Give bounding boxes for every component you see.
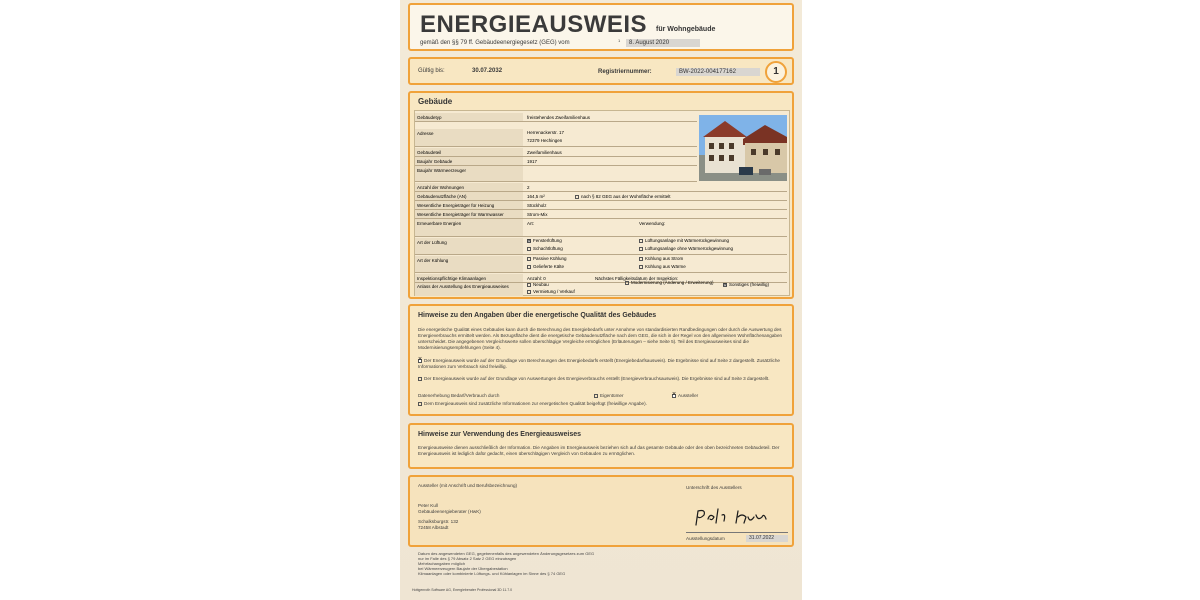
- checkbox: [527, 265, 531, 269]
- survey-label: Datenerhebung Bedarf/Verbrauch durch: [418, 393, 500, 398]
- footnote-4: bei Wärmeerzeugern Baujahr der Übergabestation: [418, 566, 508, 571]
- checkbox: [625, 281, 629, 285]
- extra-info-option: [418, 401, 786, 407]
- software-note: Hottgenroth Software AG, Energieberater Professional 3D 11.7.0: [412, 588, 513, 592]
- law-text: gemäß den §§ 79 ff. Gebäudeenergiegesetz (GEG) vom: [420, 40, 570, 46]
- reg-number-label: Registriernummer:: [598, 69, 652, 75]
- header-box: [408, 3, 794, 51]
- checkbox: [527, 257, 531, 261]
- row-label: Gebäudetyp: [415, 113, 523, 121]
- option-consumption-certificate: [418, 376, 786, 382]
- row-label: Wesentliche Energieträger für Heizung: [415, 201, 523, 209]
- option-label: Kühlung aus Wärme: [645, 264, 686, 269]
- row-label: Wesentliche Energieträger für Warmwasser: [415, 210, 523, 218]
- law-date-field: 8. August 2020: [626, 39, 700, 47]
- handwritten-signature: [692, 505, 768, 529]
- ac-count: Anzahl: 0: [527, 276, 546, 281]
- issuer-label: Aussteller (mit Anschrift und Berufsbezeichnung): [418, 483, 518, 488]
- checkbox: [639, 265, 643, 269]
- row-value: Art:: [527, 221, 535, 226]
- row-value: 164,5 m²: [527, 194, 545, 199]
- checkbox: [527, 290, 531, 294]
- footnote-5: Klimaanlagen oder kombinierte Lüftungs- und Kühlanlagen im Sinne des § 74 GEG: [418, 571, 566, 576]
- row-label: Anlass der Ausstellung des Energieausweises: [415, 283, 523, 296]
- table-row: [415, 148, 697, 157]
- option-demand-certificate: [418, 358, 786, 370]
- issuer-title: Gebäudeenergieberater (HwK): [418, 509, 481, 514]
- ac-next-inspection: Nächstes Fälligkeitsdatum der Inspektion:: [595, 276, 679, 281]
- reg-number-field: BW-2022-004177162: [676, 68, 760, 76]
- checkbox: [639, 239, 643, 243]
- issue-date-field: 31.07.2022: [746, 535, 788, 542]
- cooling-row: [415, 256, 787, 273]
- row-value: 1917: [527, 159, 538, 164]
- table-row: [415, 183, 787, 192]
- table-row: [415, 201, 787, 210]
- option-label: Neubau: [533, 282, 549, 287]
- option-label: Schachtlüftung: [533, 246, 563, 251]
- quality-hints-section: [408, 304, 794, 416]
- option-label: Fensterlüftung: [533, 238, 562, 243]
- table-row: [415, 192, 787, 201]
- row-label: Adresse: [415, 129, 523, 146]
- option-label: Passive Kühlung: [533, 256, 567, 261]
- issuer-name: Peter Kull: [418, 503, 438, 508]
- valid-until-date: 30.07.2032: [472, 68, 503, 74]
- option-text: Eigentümer: [600, 393, 624, 398]
- issuer-section: [408, 475, 794, 547]
- table-row: [415, 157, 697, 166]
- survey-issuer: [672, 393, 698, 399]
- issuer-street: Schalksburgstr. 132: [418, 519, 459, 524]
- area-note: nach § 82 GEG aus der Wohnfläche ermittelt: [581, 194, 671, 199]
- row-label: Art der Lüftung: [415, 238, 523, 254]
- checkbox: [418, 402, 422, 406]
- page-number-badge: 1: [765, 61, 787, 83]
- footnote-2: nur im Falle des § 79 Absatz 2 Satz 2 GEG einzutragen: [418, 556, 517, 561]
- checkbox: [639, 257, 643, 261]
- option-text: Der Energieausweis wurde auf der Grundlage von Berechnungen des Energiebedarfs erstellt (Energiebedarfsausweis). Die Ergebnisse sind auf Seite 2 dargestellt. Zusätzliche Informationen zum Verbrauch sind freiwillig.: [418, 358, 780, 369]
- footnote-1: Datum des angewendeten GEG, gegebenenfalls des angewendeten Änderungsgesetzes zum GEG: [418, 551, 595, 556]
- table-row: [415, 129, 697, 147]
- quality-hints-text: Die energetische Qualität eines Gebäudes kann durch die Berechnung des Energiebedarfs unter Annahme von standardisierten Randbedingungen oder durch die Auswertung des Energieverbrauchs ermittelt werden. Als Bezugsfläche dient die energetische Gebäudenutzfläche nach dem GEG, die sich in der Regel von den allgemeinen Wohnflächenangaben unterscheidet. Die angegebenen Vergleichswerte sollen überschlägige Vergleiche ermöglichen (Erläuterungen – siehe Seite 5). Teil des Energieausweises sind die Modernisierungsempfehlungen (Seite 4).: [418, 327, 783, 350]
- building-table: [414, 110, 790, 296]
- ventilation-row: [415, 238, 787, 255]
- valid-until-label: Gültig bis:: [418, 68, 445, 74]
- option-label: Gelieferte Kälte: [533, 264, 565, 269]
- option-label: Lüftungsanlage mit Wärmerückgewinnung: [645, 238, 730, 243]
- table-row: [415, 113, 697, 122]
- signature-label: Unterschrift des Ausstellers: [686, 485, 742, 490]
- doc-title: ENERGIEAUSWEIS: [420, 11, 648, 38]
- checkbox-checked: [418, 359, 422, 363]
- row-label: Anzahl der Wohnungen: [415, 183, 523, 191]
- table-row: [415, 219, 787, 237]
- checkbox: [639, 247, 643, 251]
- checkbox-checked: [723, 283, 727, 287]
- building-photo: [699, 115, 787, 181]
- row-value: freistehendes Zweifamilienhaus: [527, 115, 591, 120]
- option-text: Dem Energieausweis sind zusätzliche Informationen zur energetischen Qualität beigefügt (freiwillige Angabe).: [424, 401, 647, 406]
- usage-hints-title: Hinweise zur Verwendung des Energieausweises: [418, 431, 582, 438]
- row-label: Erneuerbare Energien: [415, 219, 523, 236]
- issue-date-label: Ausstellungsdatum: [686, 536, 725, 541]
- checkbox: [527, 247, 531, 251]
- checkbox-checked: [527, 239, 531, 243]
- row-label: Baujahr Wärmeerzeuger: [415, 166, 523, 181]
- checkbox: [418, 377, 422, 381]
- option-label: Sonstiges (freiwillig): [729, 282, 770, 287]
- option-text: Der Energieausweis wurde auf der Grundlage von Auswertungen des Energieverbrauchs erstellt (Energieverbrauchsausweis). Die Ergebnisse sind auf Seite 3 dargestellt.: [424, 376, 770, 381]
- row-label: Gebäudenutzfläche (AN): [415, 192, 523, 200]
- table-row: [415, 210, 787, 219]
- option-label: Kühlung aus Strom: [645, 256, 684, 261]
- row-label: Gebäudeteil: [415, 148, 523, 156]
- survey-owner: [594, 393, 624, 399]
- reason-row: [415, 280, 787, 296]
- row-value: Zweifamilienhaus: [527, 150, 562, 155]
- row-value: Strom-Mix: [527, 212, 548, 217]
- row-value: 2: [527, 185, 530, 190]
- quality-hints-title: Hinweise zu den Angaben über die energetische Qualität des Gebäudes: [418, 312, 657, 319]
- row-value: Herrenackerstr. 17: [527, 130, 565, 135]
- law-footnote-ref: 1: [618, 38, 621, 43]
- energy-certificate-document: [400, 0, 802, 600]
- option-label: Modernisierung (Änderung / Erweiterung): [631, 280, 714, 285]
- usage-hints-section: [408, 423, 794, 469]
- issuer-city: 72458 Albstadt: [418, 525, 449, 530]
- row-value: Stückholz: [527, 203, 547, 208]
- row-label: Art der Kühlung: [415, 256, 523, 272]
- building-section: [408, 91, 794, 299]
- footnote-3: Mehrfachangaben möglich: [418, 561, 466, 566]
- row-label: Inspektionspflichtige Klimaanlagen: [415, 274, 523, 282]
- doc-subtitle: für Wohngebäude: [656, 26, 716, 33]
- usage-hints-text: Energieausweise dienen ausschließlich der Information. Die Angaben im Energieausweis beziehen sich auf das gesamte Gebäude oder den oben bezeichneten Gebäudeteil. Der Energieausweis ist lediglich dafür gedacht, einen überschlägigen Vergleich von Gebäuden zu ermöglichen.: [418, 445, 780, 456]
- building-section-title: Gebäude: [418, 97, 453, 106]
- signature-line: [686, 532, 788, 533]
- table-row: [415, 166, 697, 182]
- row-value: 72379 Hechingen: [527, 138, 563, 143]
- option-label: Vermietung / Verkauf: [533, 289, 575, 294]
- option-label: Lüftungsanlage ohne Wärmerückgewinnung: [645, 246, 734, 251]
- checkbox: [575, 195, 579, 199]
- option-text: Aussteller: [678, 393, 699, 398]
- usage-label: Verwendung:: [639, 221, 666, 226]
- checkbox: [594, 394, 598, 398]
- checkbox-checked: [672, 394, 676, 398]
- validity-box: [408, 57, 794, 85]
- row-label: Baujahr Gebäude: [415, 157, 523, 165]
